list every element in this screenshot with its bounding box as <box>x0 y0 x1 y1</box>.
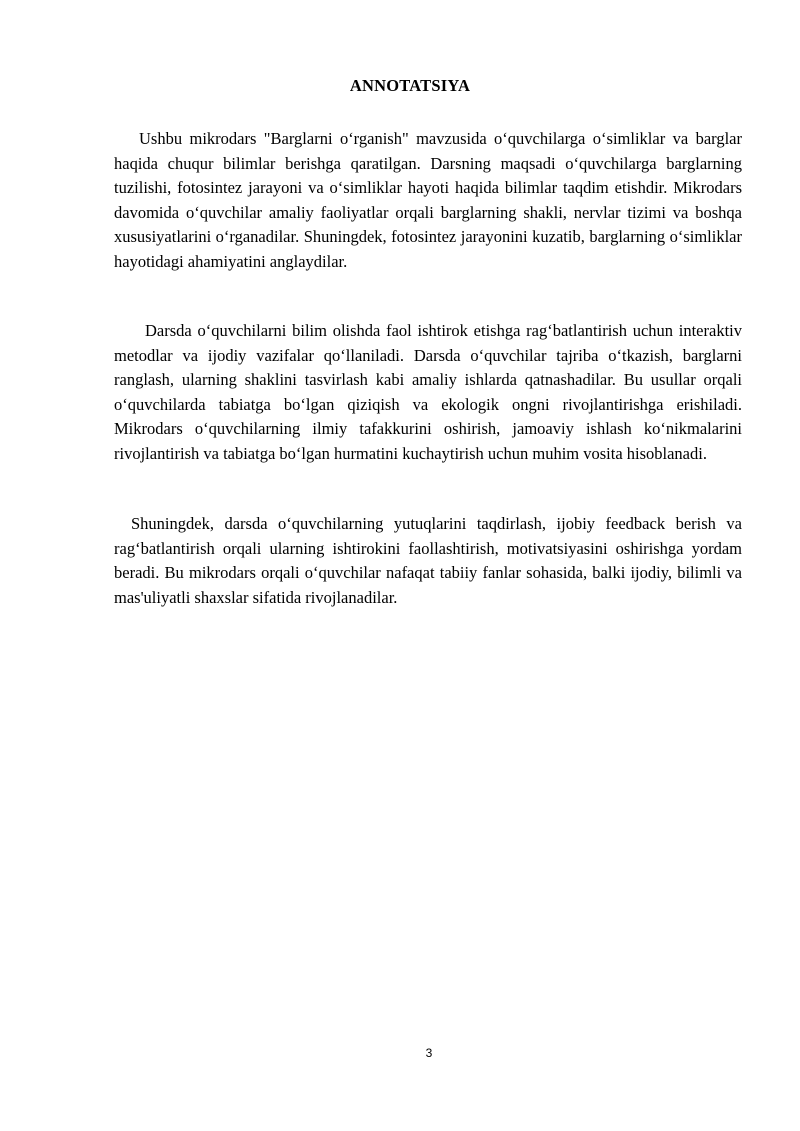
paragraph-3-block <box>114 512 742 610</box>
page-title: ANNOTATSIYA <box>349 76 471 95</box>
paragraph-3: Shuningdek, darsda o‘quvchilarning yutuqlarini taqdirlash, ijobiy feedback berish va rag‘batlantirish orqali ularning ishtirokini faollashtirish, motivatsiyasini oshirishga yordam beradi. Bu mikrodars orqali o‘quvchilar nafaqat tabiiy fanlar sohasida, balki ijodiy, bilimli va mas'uliyatli shaxslar sifatida rivojlanadilar. <box>114 514 742 607</box>
paragraph-1: Ushbu mikrodars "Barglarni o‘rganish" mavzusida o‘quvchilarga o‘simliklar va barglar haqida chuqur bilimlar berishga qaratilgan. Darsning maqsadi o‘quvchilarga barglarning tuzilishi, fotosintez jarayoni va o‘simliklar hayoti haqida bilimlar taqdim etishdir. Mikrodars davomida o‘quvchilar amaliy faoliyatlar orqali barglarning shakli, nervlar tizimi va boshqa xususiyatlarini o‘rganadilar. Shuningdek, fotosintez jarayonini kuzatib, barglarning o‘simliklar hayotidagi ahamiyatini anglaydilar. <box>114 129 742 271</box>
paragraph-2-block <box>114 319 742 466</box>
paragraph-1-block <box>114 127 742 274</box>
page-number: 3 <box>425 1046 433 1060</box>
paragraph-2: Darsda o‘quvchilarni bilim olishda faol ishtirok etishga rag‘batlantirish uchun interaktiv metodlar va ijodiy vazifalar qo‘llaniladi. Darsda o‘quvchilar tajriba o‘tkazish, barglarni ranglash, ularning shaklini tasvirlash kabi amaliy ishlarda qatnashadilar. Bu usullar orqali o‘quvchilarda tabiatga bo‘lgan qiziqish va ekologik ongni rivojlantirishga erishiladi. Mikrodars o‘quvchilarning ilmiy tafakkurini oshirish, jamoaviy ishlash ko‘nikmalarini rivojlantirish va tabiatga bo‘lgan hurmatini kuchaytirish uchun muhim vosita hisoblanadi. <box>114 321 742 463</box>
